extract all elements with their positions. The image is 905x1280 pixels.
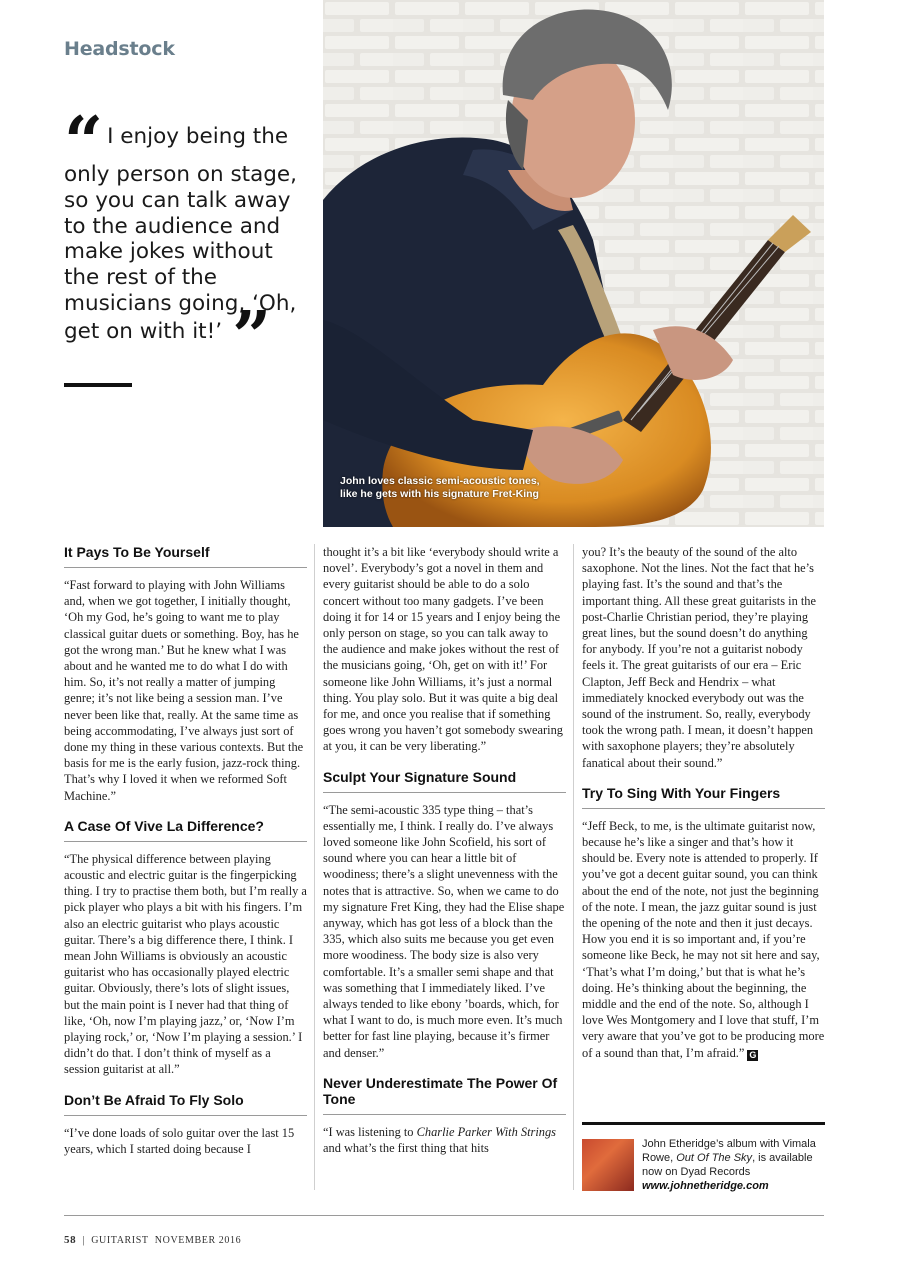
- page-footer: [64, 1234, 241, 1246]
- paragraph: “I’ve done loads of solo guitar over the last 15 years, which I started doing because I: [64, 1125, 295, 1156]
- pull-quote-rule: [64, 383, 132, 387]
- issue-date: NOVEMBER 2016: [154, 1235, 242, 1246]
- paragraph-text: and what’s the first thing that hits: [323, 1141, 489, 1156]
- subheading: Don’t Be Afraid To Fly Solo: [64, 1092, 307, 1116]
- end-mark-icon: G: [749, 1049, 757, 1060]
- open-quote-mark: “: [64, 102, 104, 182]
- paragraph: thought it’s a bit like ‘everybody should write a novel’. Everybody’s got a novel in them and every guitarist should be able to do a solo concert without too many gadgets. I’ve been doing it for 14 or 15 years and I enjoy being the only person on stage, so you can talk away to the audience and make jokes without the rest of the musicians going, ‘Oh, get on with it!’ For someone like John Williams, it’s just a normal thing. You play solo. But it was quite a big deal for me, and once you realise that if something goes wrong you haven’t got somebody swearing at you, it can be very liberating.”: [323, 545, 563, 754]
- album-title: Out Of The Sky: [676, 1152, 753, 1164]
- article-column-2: [323, 544, 566, 1156]
- paragraph: you? It’s the beauty of the sound of the alto saxophone. Not the lines. Not the fact that he’s playing fast. It’s the sound and that’s the important thing. All these great guitarists in the post-Charlie Christian period, they’re playing great lines, but the sound doesn’t do anything for anybody. If you’re not a guitarist nobody feels it. The great guitarists of our era – Eric Clapton, Jeff Beck and Hendrix – what immediately knocked everybody out was the sound of the instrument. So, really, everybody took the wrong path. I mean, it doesn’t happen with saxophone players; they’re absolutely fanatical about their sound.”: [582, 545, 817, 770]
- guitarist-photo: [323, 0, 824, 527]
- paragraph-text: “I was listening to: [323, 1124, 417, 1139]
- website-link[interactable]: www.johnetheridge.com: [642, 1180, 769, 1192]
- footer-separator: |: [82, 1235, 86, 1246]
- album-cover-image: [582, 1139, 634, 1191]
- subheading: Try To Sing With Your Fingers: [582, 785, 825, 809]
- footer-rule: [64, 1215, 824, 1216]
- paragraph: “The physical difference between playing acoustic and electric guitar is the fingerpicking thing. I try to practise them both, but I’m really a pick player who plays a bit with his fingers. I’m also an electric guitarist who plays acoustic guitar. There’s a big difference there, I think. I mean John Williams is obviously an acoustic guitarist who has occasionally played electric guitar. Obviously, there’s lots of slight issues, but the main point is I never had that thing of like, ‘Oh, now I’m playing jazz,’ or, ‘Now I’m playing rock,’ or, ‘Now I’m playing a session.’ I didn’t do that. I don’t think of myself as a session guitarist at all.”: [64, 851, 307, 1077]
- page-number: 58: [64, 1234, 77, 1246]
- paragraph: [582, 818, 825, 1061]
- album-text-start: John Etheridge’s album with Vimala Rowe,: [642, 1138, 816, 1164]
- subheading: It Pays To Be Yourself: [64, 544, 307, 568]
- album-text: [642, 1137, 825, 1193]
- column-divider: [314, 544, 315, 1190]
- photo-caption: John loves classic semi-acoustic tones, like he gets with his signature Fret-King: [340, 475, 540, 500]
- article-column-3: [582, 544, 825, 1061]
- paragraph: [323, 1124, 566, 1156]
- album-text-end: , is available now on Dyad Records: [642, 1152, 813, 1178]
- paragraph: “Fast forward to playing with John Williams and, when we got together, I initially thought, ‘Oh my God, he’s going to want me to play classical guitar duets or something. Boy, has he got the wrong man.’ But he knew what I was about and he wanted me to do what I do with him. So, it’s not really a matter of jumping genre; it’s not like being a session man. I’ve never been like that, really. At the same time as being accommodating, I’ve always just sort of done my thing in these various contexts. But the basis for me is the early fusion, jazz-rock thing. That’s why I loved it when we reformed Soft Machine.”: [64, 578, 304, 803]
- pull-quote: [64, 102, 314, 377]
- subheading: Never Underestimate The Power Of Tone: [323, 1075, 566, 1115]
- paragraph: “The semi-acoustic 335 type thing – that’s essentially me, I think. I really do. I’ve always loved someone like John Scofield, his sort of sound where you can hear a little bit of woodiness; there’s a slight unevenness with the notes that is attractive. So, when we came to do my signature Fret King, they had the Elise shape anyway, which has got less of a block than the 335, which also suits me because you get even more woodiness. The body size is also very comfortable. It’s a smaller semi shape and that was something that I immediately liked. I’ve always tended to like ebony ’boards, which, for what I want to do, is much more even. It’s much better for fast line playing, because it’s firmer and denser.”: [323, 802, 565, 1060]
- pull-quote-text: I enjoy being the only person on stage, so you can talk away to the audience and make jokes without the rest of the musicians going, ‘Oh, get on with it!’: [64, 124, 297, 344]
- close-quote-mark: ”: [232, 296, 272, 377]
- article-column-1: [64, 544, 307, 1157]
- section-tag: Headstock: [64, 38, 175, 60]
- magazine-name: GUITARIST: [91, 1235, 149, 1246]
- album-box: [582, 1122, 825, 1193]
- column-divider: [573, 544, 574, 1190]
- paragraph-text: “Jeff Beck, to me, is the ultimate guitarist now, because he’s like a singer and that’s how it should be. Every note is attended to properly. If you’ve got a decent guitar sound, you can think about the end of the note, not just the beginning of the note. I mean, the jazz guitar sound is just the opening of the note and then it just decays. How you end it is so important and, if you’re someone like Beck, he may not sit here and say, ‘That’s what I’m doing,’ but that is what he’s doing. He’s thinking about the beginning, the middle and the end of the note. So, although I love Wes Montgomery and I love that stuff, I’m very aware that you’ve got to be producing more of a sound than that, I’m afraid.”: [582, 818, 825, 1060]
- guitarist-illustration: [323, 0, 824, 527]
- subheading: A Case Of Vive La Difference?: [64, 818, 307, 842]
- subheading: Sculpt Your Signature Sound: [323, 769, 566, 793]
- album-title: Charlie Parker With Strings: [416, 1124, 557, 1139]
